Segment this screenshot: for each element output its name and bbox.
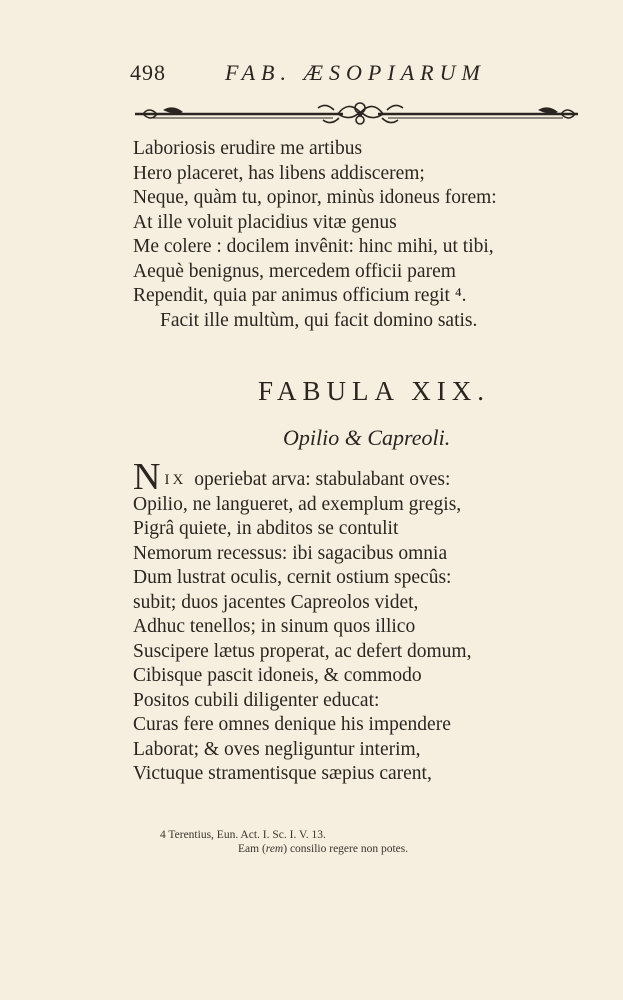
drop-cap: N [133, 455, 161, 498]
footnote-line: 4 Terentius, Eun. Act. I. Sc. I. V. 13. [160, 829, 326, 841]
verse-line: Laboriosis erudire me artibus [133, 138, 363, 159]
ornament-divider [133, 98, 588, 128]
footnote-text: Eam ( [238, 843, 266, 855]
verse-line: Me colere : docilem invênit: hinc mihi, ut tibi, [133, 236, 494, 257]
verse-line: subit; duos jacentes Capreolos videt, [133, 591, 419, 613]
fable-first-line [133, 455, 603, 498]
verse-line: Dum lustrat oculis, cernit ostium specûs: [133, 567, 452, 588]
fable-subtitle: Opilio & Capreoli. [283, 425, 451, 450]
verse-line: Rependit, quia par animus officium regit ⁴. [133, 285, 467, 306]
verse-line: Aequè benignus, mercedem officii parem [133, 260, 456, 282]
verse-line: Opilio, ne langueret, ad exemplum gregis, [133, 493, 462, 515]
footnote-text: ) consilio regere non potes. [283, 843, 409, 855]
verse-line: Pigrâ quiete, in abditos se contulit [133, 518, 399, 539]
verse-line: Laborat; & oves negliguntur interim, [133, 738, 421, 760]
verse-line: Cibisque pascit idoneis, & commodo [133, 665, 422, 686]
verse-line: Suscipere lætus properat, ac defert domum, [133, 640, 472, 662]
verse-line: Curas fere omnes denique his impendere [133, 714, 451, 735]
small-caps: IX [164, 472, 187, 488]
verse-line: Hero placeret, has libens addiscerem; [133, 162, 425, 184]
footnote-line [160, 842, 408, 856]
footnote-italic: rem [265, 843, 284, 855]
running-title: FAB. ÆSOPIARUM [225, 60, 486, 85]
fable-title: FABULA XIX. [258, 376, 491, 406]
verse-line: Facit ille multùm, qui facit domino satis. [160, 309, 478, 331]
fable-verses [133, 455, 603, 787]
verse-line: Adhuc tenellos; in sinum quos illico [133, 616, 416, 637]
verse-line: Neque, quàm tu, opinor, minùs idoneus forem: [133, 187, 497, 208]
footnotes [160, 828, 408, 856]
first-line-text: operiebat arva: stabulabant oves: [194, 469, 451, 490]
verse-line: Victuque stramentisque sæpius carent, [133, 763, 432, 784]
verse-line: Nemorum recessus: ibi sagacibus omnia [133, 542, 448, 564]
verse-line: At ille voluit placidius vitæ genus [133, 211, 397, 233]
page-header [130, 60, 550, 90]
top-verses [133, 137, 603, 333]
verse-line: Positos cubili diligenter educat: [133, 689, 380, 711]
page-number: 498 [130, 60, 166, 85]
